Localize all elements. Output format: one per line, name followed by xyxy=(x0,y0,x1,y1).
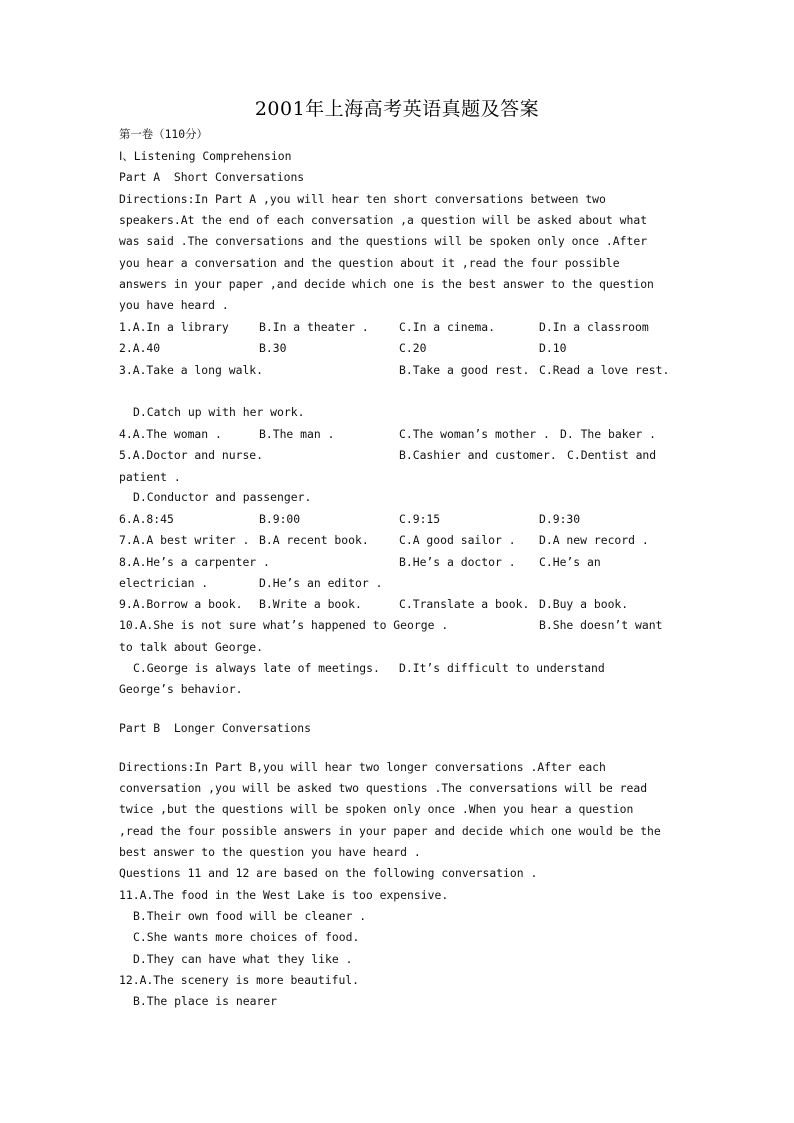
q8-option-c-cont: electrician . xyxy=(119,576,209,590)
q10-option-d: D.It’s difficult to understand xyxy=(399,661,605,675)
q11-option-b: B.Their own food will be cleaner . xyxy=(133,909,367,923)
q3-option-b: B.Take a good rest. xyxy=(399,363,530,377)
q2-option-b: B.30 xyxy=(259,341,287,355)
q4-option-d: D. The baker . xyxy=(560,427,657,441)
part-a-directions-line: you hear a conversation and the question about it ,read the four possible xyxy=(119,256,620,270)
q3-option-d: D.Catch up with her work. xyxy=(133,405,305,419)
q11-option-a: 11.A.The food in the West Lake is too expensive. xyxy=(119,888,449,902)
q3-option-c: C.Read a love rest. xyxy=(539,363,670,377)
q10-option-b: B.She doesn’t want xyxy=(539,618,663,632)
q10-option-c: C.George is always late of meetings. xyxy=(133,661,380,675)
q11-option-d: D.They can have what they like . xyxy=(133,952,353,966)
q5-option-d: D.Conductor and passenger. xyxy=(133,490,312,504)
q2-option-d: D.10 xyxy=(539,341,567,355)
q6-option-c: C.9:15 xyxy=(399,512,441,526)
q12-option-b: B.The place is nearer xyxy=(133,994,278,1008)
q10-option-d-cont: George’s behavior. xyxy=(119,682,243,696)
q7-option-b: B.A recent book. xyxy=(259,533,369,547)
part-b-directions-line: conversation ,you will be asked two questions .The conversations will be read xyxy=(119,781,648,795)
volume-heading: 第一卷（110分） xyxy=(119,127,208,141)
part-a-directions-line: was said .The conversations and the questions will be spoken only once .After xyxy=(119,234,648,248)
part-b-directions-line: twice ,but the questions will be spoken only once .When you hear a question xyxy=(119,802,634,816)
part-b-directions-line: Directions:In Part B,you will hear two longer conversations .After each xyxy=(119,760,606,774)
q4-option-c: C.The woman’s mother . xyxy=(399,427,550,441)
part-a-heading: Part A Short Conversations xyxy=(119,170,305,184)
q4-option-a: 4.A.The woman . xyxy=(119,427,222,441)
q1-option-d: D.In a classroom xyxy=(539,320,649,334)
part-b-heading: Part B Longer Conversations xyxy=(119,721,312,735)
q1-option-c: C.In a cinema. xyxy=(399,320,496,334)
q12-option-a: 12.A.The scenery is more beautiful. xyxy=(119,973,360,987)
q4-option-b: B.The man . xyxy=(259,427,335,441)
q10-option-b-cont: to talk about George. xyxy=(119,640,264,654)
q9-option-c: C.Translate a book. xyxy=(399,597,530,611)
q8-option-c: C.He’s an xyxy=(539,555,601,569)
q6-option-a: 6.A.8:45 xyxy=(119,512,174,526)
section-heading: Ⅰ、Listening Comprehension xyxy=(119,149,292,163)
q2-option-c: C.20 xyxy=(399,341,427,355)
q8-option-b: B.He’s a doctor . xyxy=(399,555,516,569)
q2-option-a: 2.A.40 xyxy=(119,341,161,355)
q7-option-d: D.A new record . xyxy=(539,533,649,547)
q3-option-a: 3.A.Take a long walk. xyxy=(119,363,264,377)
page-title: 2001年上海高考英语真题及答案 xyxy=(254,98,540,120)
q5-option-a: 5.A.Doctor and nurse. xyxy=(119,448,264,462)
q5-option-b: B.Cashier and customer. xyxy=(399,448,557,462)
q10-option-a: 10.A.She is not sure what’s happened to George . xyxy=(119,618,449,632)
part-a-directions-line: answers in your paper ,and decide which one is the best answer to the question xyxy=(119,277,654,291)
part-a-directions-line: speakers.At the end of each conversation ,a question will be asked about what xyxy=(119,213,648,227)
q1-option-b: B.In a theater . xyxy=(259,320,369,334)
part-b-directions-line: ,read the four possible answers in your paper and decide which one would be the xyxy=(119,824,661,838)
q1-option-a: 1.A.In a library xyxy=(119,320,229,334)
q8-option-a: 8.A.He’s a carpenter . xyxy=(119,555,270,569)
q5-option-c-cont: patient . xyxy=(119,470,181,484)
q9-option-b: B.Write a book. xyxy=(259,597,362,611)
q6-option-b: B.9:00 xyxy=(259,512,301,526)
q11-12-intro: Questions 11 and 12 are based on the following conversation . xyxy=(119,866,538,880)
part-b-directions-line: best answer to the question you have heard . xyxy=(119,845,421,859)
q11-option-c: C.She wants more choices of food. xyxy=(133,930,360,944)
q9-option-d: D.Buy a book. xyxy=(539,597,629,611)
part-a-directions-line: you have heard . xyxy=(119,298,229,312)
q5-option-c: C.Dentist and xyxy=(567,448,657,462)
q7-option-c: C.A good sailor . xyxy=(399,533,516,547)
part-a-directions-line: Directions:In Part A ,you will hear ten short conversations between two xyxy=(119,192,606,206)
q6-option-d: D.9:30 xyxy=(539,512,581,526)
q9-option-a: 9.A.Borrow a book. xyxy=(119,597,243,611)
q7-option-a: 7.A.A best writer . xyxy=(119,533,250,547)
q8-option-d: D.He’s an editor . xyxy=(259,576,383,590)
